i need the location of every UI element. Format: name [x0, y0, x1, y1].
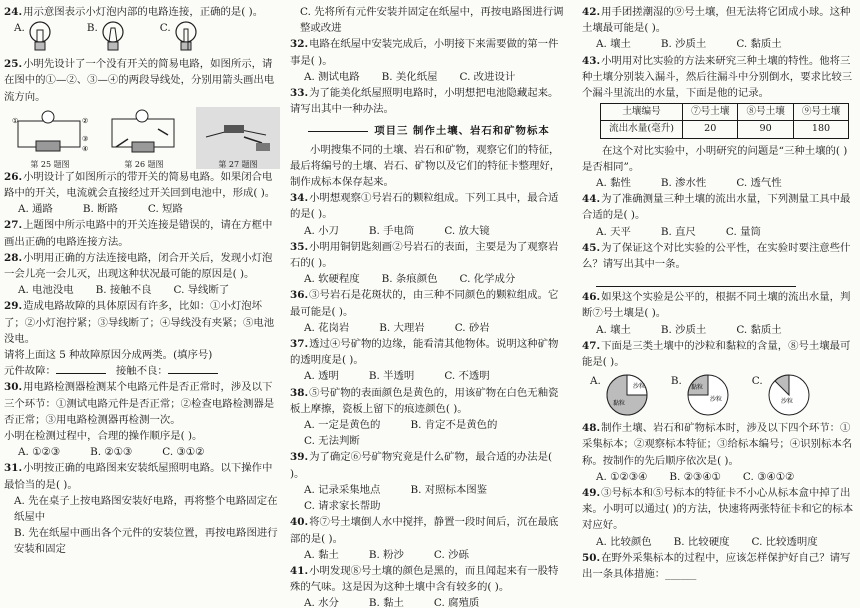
bulb-icon [100, 20, 126, 54]
q26-option-c[interactable]: C. 短路 [147, 203, 183, 216]
question-47: 47.下面是三类土壤中的沙粒和黏粒的含量，⑧号土壤最可能是( )。 [582, 339, 851, 369]
question-29: 29.造成电路故障的具体原因有许多，比如：①小灯泡坏了；②小灯泡拧紧；③导线断了；④导线没有夹紧；⑤电池没电。 [4, 300, 275, 345]
figure-25-caption: 第 25 题图 [30, 159, 70, 169]
table-cell: 90 [738, 121, 793, 138]
q46-option-c[interactable]: C. 黏质土 [736, 323, 782, 336]
circuit-diagram-icon [8, 107, 92, 159]
q42-option-b[interactable]: B. 沙质土 [660, 38, 707, 51]
q34-options [304, 223, 568, 239]
question-48: 48.制作土壤、岩石和矿物标本时，涉及以下四个环节：①采集标本；②观察标本特征；③给标本编号；④识别标本名称。按制作的先后顺序依次是( )。 [582, 422, 853, 467]
column-left [4, 4, 280, 558]
q31-option-a[interactable]: A. 先在桌子上按电路图安装好电路，再将整个电路固定在纸屋中 [14, 494, 278, 524]
pie-label-clay: 黏粒 [612, 400, 625, 408]
q30-option-c[interactable]: C. ③①② [162, 446, 205, 459]
q49-option-c[interactable]: C. 比较透明度 [751, 535, 818, 548]
q31-option-b[interactable]: B. 先在纸屋中画出各个元件的安装位置，再按电路图进行安装和固定 [14, 527, 278, 556]
question-45: 45.为了保证这个对比实验的公平性，在实验时要注意些什么？请写出其中一条。 [582, 241, 851, 271]
bulb-icon [27, 20, 53, 54]
pie-chart-icon [765, 373, 815, 417]
q37-option-b[interactable]: B. 半透明 [368, 370, 415, 383]
q48-options [596, 469, 856, 485]
table-header-cell: 土壤编号 [601, 104, 683, 121]
q40-option-a[interactable]: A. 黏土 [304, 548, 339, 561]
q37-option-c[interactable]: C. 不透明 [444, 370, 490, 383]
table-cell: 180 [793, 121, 848, 138]
q49-option-b[interactable]: B. 比较硬度 [673, 535, 730, 548]
pie-label-sand: 沙粒 [780, 398, 793, 406]
switch-sketch-icon [196, 107, 280, 159]
question-50: 50.在野外采集标本的过程中，应该怎样保护好自己？请写出一条具体措施：______ [582, 551, 851, 581]
q41-option-c[interactable]: C. 腐殖质 [433, 597, 480, 610]
q43-options [596, 175, 856, 191]
terminal-label-3: ③ [82, 134, 89, 143]
table-header-row [601, 104, 849, 121]
q39-option-b[interactable]: B. 对照标本图鉴 [410, 483, 488, 496]
q39-options [304, 482, 568, 498]
q30-options [18, 444, 280, 460]
q36-option-a[interactable]: A. 花岗岩 [304, 321, 350, 334]
q29-answer-line: 元件故障： 接触不良： [4, 363, 280, 379]
q40-option-b[interactable]: B. 粉沙 [368, 548, 404, 561]
question-28: 28.小明用正确的方法连接电路，闭合开关后，发现小灯泡一会儿亮一会儿灭，出现这种状况最可能的原因是( )。 [4, 251, 273, 281]
question-49: 49.③号标本和⑤号标本的特征卡不小心从标本盒中掉了出来。小明可以通过( )的方法，快速将两张特征卡和它的标本对应好。 [582, 487, 854, 532]
table-cell: 20 [683, 121, 738, 138]
figure-26 [102, 107, 186, 169]
question-35: 35.小明用铜钥匙刻画②号岩石的表面，主要是为了观察岩石的( )。 [290, 240, 559, 270]
q32-option-c[interactable]: C. 改进设计 [459, 70, 516, 83]
q35-option-b[interactable]: B. 条痕颜色 [381, 273, 438, 286]
table-header-cell: ⑧号土壤 [738, 104, 793, 121]
column-right [582, 4, 856, 582]
q39-option-a[interactable]: A. 记录采集地点 [304, 483, 381, 496]
question-44: 44.为了准确测量三种土壤的流出水量，下列测量工具中最合适的是( )。 [582, 193, 851, 222]
q30-option-b[interactable]: B. ②①③ [90, 446, 133, 459]
q41-option-a[interactable]: A. 水分 [304, 597, 339, 610]
q46-options [596, 322, 856, 338]
q49-option-a[interactable]: A. 比较颜色 [596, 535, 652, 548]
q34-option-c[interactable]: C. 放大镜 [444, 224, 490, 237]
question-34: 34.小明想观察①号岩石的颗粒组成。下列工具中，最合适的是( )。 [290, 192, 559, 221]
question-31: 31.小明按正确的电路图来安装纸屋照明电路。以下操作中最恰当的是( )。 [4, 462, 273, 491]
q42-option-a[interactable]: A. 壤土 [596, 38, 631, 51]
question-43: 43.小明用对比实验的方法来研究三种土壤的特性。他将三种土壤分别装入漏斗，然后往漏斗中分别倒水，要求比较三个漏斗里流出的水量，下面是他的记录。 [582, 54, 853, 100]
q44-option-a[interactable]: A. 天平 [596, 225, 631, 238]
question-26: 26.小明设计了如图所示的带开关的简易电路。如果闭合电路中的开关，电流就会直接经过开关回到电池中，形成( )。 [4, 170, 276, 200]
q31-option-c[interactable]: C. 先将所有元件安装并固定在纸屋中，再按电路图进行调整或改进 [300, 6, 564, 35]
q48-option-b[interactable]: B. ②③④① [669, 470, 721, 483]
q28-option-c[interactable]: C. 导线断了 [173, 284, 230, 297]
q26-options [18, 201, 280, 217]
q28-options [18, 282, 280, 298]
q40-option-c[interactable]: C. 沙砾 [433, 548, 469, 561]
bulb-icon [173, 20, 199, 54]
question-37: 37.透过④号矿物的边缘，能看清其他物体。说明这种矿物的透明度是( )。 [290, 338, 559, 367]
q32-option-b[interactable]: B. 美化纸屋 [381, 70, 438, 83]
pie-label-sand: 沙粒 [632, 383, 645, 391]
pie-chart-icon [684, 373, 734, 417]
q25-27-figures [8, 107, 280, 169]
q44-options [596, 224, 856, 240]
q41-options [304, 595, 568, 611]
question-36: 36.③号岩石是花斑状的，由三种不同颜色的颗粒组成。它最可能是( )。 [290, 289, 559, 318]
q30-subquestion: 小明在检测过程中，合理的操作顺序是( )。 [4, 430, 203, 443]
q36-options [304, 320, 568, 336]
q48-option-a[interactable]: A. ①②③④ [596, 470, 648, 483]
q28-option-b[interactable]: B. 接触不良 [95, 284, 152, 297]
question-30: 30.用电路检测器检测某个电路元件是否正常时，涉及以下三个环节：①测试电路元件是否正常；②检查电路检测器是否正常；③用电路检测器再检测一次。 [4, 381, 275, 426]
q26-option-a[interactable]: A. 通路 [18, 203, 53, 216]
q35-option-c[interactable]: C. 化学成分 [459, 273, 516, 286]
circuit-with-switch-icon [102, 107, 186, 159]
q34-option-a[interactable]: A. 小刀 [304, 224, 339, 237]
figure-27 [196, 107, 280, 169]
q24-option-c[interactable]: C. [160, 20, 199, 54]
table-header-cell: ⑦号土壤 [683, 104, 738, 121]
question-41: 41.小明发现⑧号土壤的颜色是黑的，而且闻起来有一股特殊的气味。这是因为这种土壤中含有较多的( )。 [290, 564, 559, 594]
q37-options [304, 368, 568, 384]
q46-option-b[interactable]: B. 沙质土 [660, 323, 707, 336]
section-heading: 项目三 制作土壤、岩石和矿物标本 [290, 123, 568, 139]
question-39: 39.为了确定⑥号矿物究竟是什么矿物，最合适的办法是( )。 [290, 451, 553, 480]
q48-option-c[interactable]: C. ③④①② [742, 470, 795, 483]
q43-option-c[interactable]: C. 透气性 [736, 177, 782, 190]
section-intro: 小明搜集不同的土壤、岩石和矿物，观察它们的特征，最后将编号的土壤、岩石、矿物以及它们的特征卡整理好，制作成标本保存起来。 [290, 143, 561, 189]
q32-option-a[interactable]: A. 测试电路 [304, 70, 360, 83]
q28-option-a[interactable]: A. 电池没电 [18, 284, 74, 297]
q35-option-a[interactable]: A. 软硬程度 [304, 273, 360, 286]
q29-blank-component[interactable] [56, 363, 106, 374]
q41-option-b[interactable]: B. 黏土 [368, 597, 404, 610]
q47-pie-options [590, 370, 856, 420]
q24-option-a[interactable]: A. [14, 20, 53, 54]
q43-question: 在这个对比实验中，小明研究的问题是“三种土壤的( )是否相同”。 [582, 144, 848, 173]
q38-option-c[interactable]: C. 无法判断 [304, 435, 360, 448]
q38-option-a[interactable]: A. 一定是黄色的 [304, 419, 381, 432]
question-27: 27.上题图中所示电路中的开关连接是错误的，请在方框中画出正确的电路连接方法。 [4, 219, 273, 248]
q46-option-a[interactable]: A. 壤土 [596, 323, 631, 336]
pie-label-sand: 沙粒 [709, 396, 722, 404]
q49-options [596, 534, 856, 550]
question-32: 32.电路在纸屋中安装完成后，小明接下来需要做的第一件事是( )。 [290, 38, 559, 67]
q44-option-c[interactable]: C. 量筒 [725, 225, 761, 238]
question-33: 33.为了能美化纸屋照明电路时，小明想把电池隐藏起来。请写出其中一种办法。 [290, 87, 559, 116]
q26-option-b[interactable]: B. 断路 [82, 203, 118, 216]
figure-26-caption: 第 26 题图 [124, 159, 164, 169]
q24-bulb-options [14, 20, 280, 56]
pie-label-clay: 黏粒 [690, 384, 703, 392]
q36-option-b[interactable]: B. 大理岩 [379, 321, 425, 334]
column-middle [290, 4, 568, 612]
soil-flow-table [600, 103, 849, 138]
q47-option-b[interactable]: B. 黏粒 沙粒 [671, 373, 734, 417]
question-40: 40.将⑦号土壤倒人水中搅拌，静置一段时间后，沉在最底部的是( )。 [290, 516, 559, 545]
q39-option-c[interactable]: C. 请求家长帮助 [304, 500, 381, 513]
q35-options [304, 271, 568, 287]
q32-options [304, 69, 568, 85]
q38-options [304, 417, 568, 433]
terminal-label-4: ④ [82, 144, 89, 153]
q44-option-b[interactable]: B. 直尺 [660, 225, 696, 238]
q47-option-c[interactable]: C. 沙粒 [752, 373, 815, 417]
question-42: 42.用手团搓潮湿的⑨号土壤，但无法将它团成小球。这种土壤最可能是( )。 [582, 6, 851, 35]
table-header-cell: ⑨号土壤 [793, 104, 848, 121]
figure-27-caption: 第 27 题图 [218, 159, 258, 169]
q45-answer-line[interactable] [596, 276, 796, 287]
question-24: 24.用示意图表示小灯泡内部的电路连接，正确的是( )。 [4, 6, 264, 18]
question-38: 38.⑤号矿物的表面颜色是黄色的，用该矿物在白色无釉瓷板上摩擦，瓷板上留下的痕迹颜色( )。 [290, 386, 559, 415]
q42-options [596, 36, 856, 52]
section-rule [308, 131, 368, 132]
q29-blank-contact[interactable] [168, 363, 218, 374]
q24-option-b[interactable]: B. [87, 20, 126, 54]
q29-instruction: 请将上面这 5 种故障原因分成两类。(填序号) [4, 349, 213, 362]
q38-option-b[interactable]: B. 肯定不是黄色的 [410, 419, 498, 432]
q47-option-a[interactable]: A. 沙粒 黏粒 [590, 373, 653, 417]
q34-option-b[interactable]: B. 手电筒 [368, 224, 415, 237]
table-cell: 流出水量(毫升) [601, 121, 683, 138]
q43-option-b[interactable]: B. 渗水性 [660, 177, 707, 190]
q30-option-a[interactable]: A. ①②③ [18, 446, 61, 459]
q43-option-a[interactable]: A. 黏性 [596, 177, 631, 190]
q42-option-c[interactable]: C. 黏质土 [736, 38, 782, 51]
q37-option-a[interactable]: A. 透明 [304, 370, 339, 383]
q36-option-c[interactable]: C. 砂岩 [454, 321, 490, 334]
q40-options [304, 547, 568, 563]
terminal-label-1: ① [12, 116, 19, 125]
figure-25 [8, 107, 92, 169]
question-46: 46.如果这个实验是公平的，根据不同土壤的流出水量，判断⑦号土壤是( )。 [582, 291, 851, 320]
pie-chart-icon [603, 373, 653, 417]
table-row [601, 121, 849, 138]
question-25: 25.小明先设计了一个没有开关的简易电路，如图所示，请在图中的①—②、③—④的两段导线处，分别用箭头画出电流方向。 [4, 58, 275, 103]
terminal-label-2: ② [82, 116, 89, 125]
